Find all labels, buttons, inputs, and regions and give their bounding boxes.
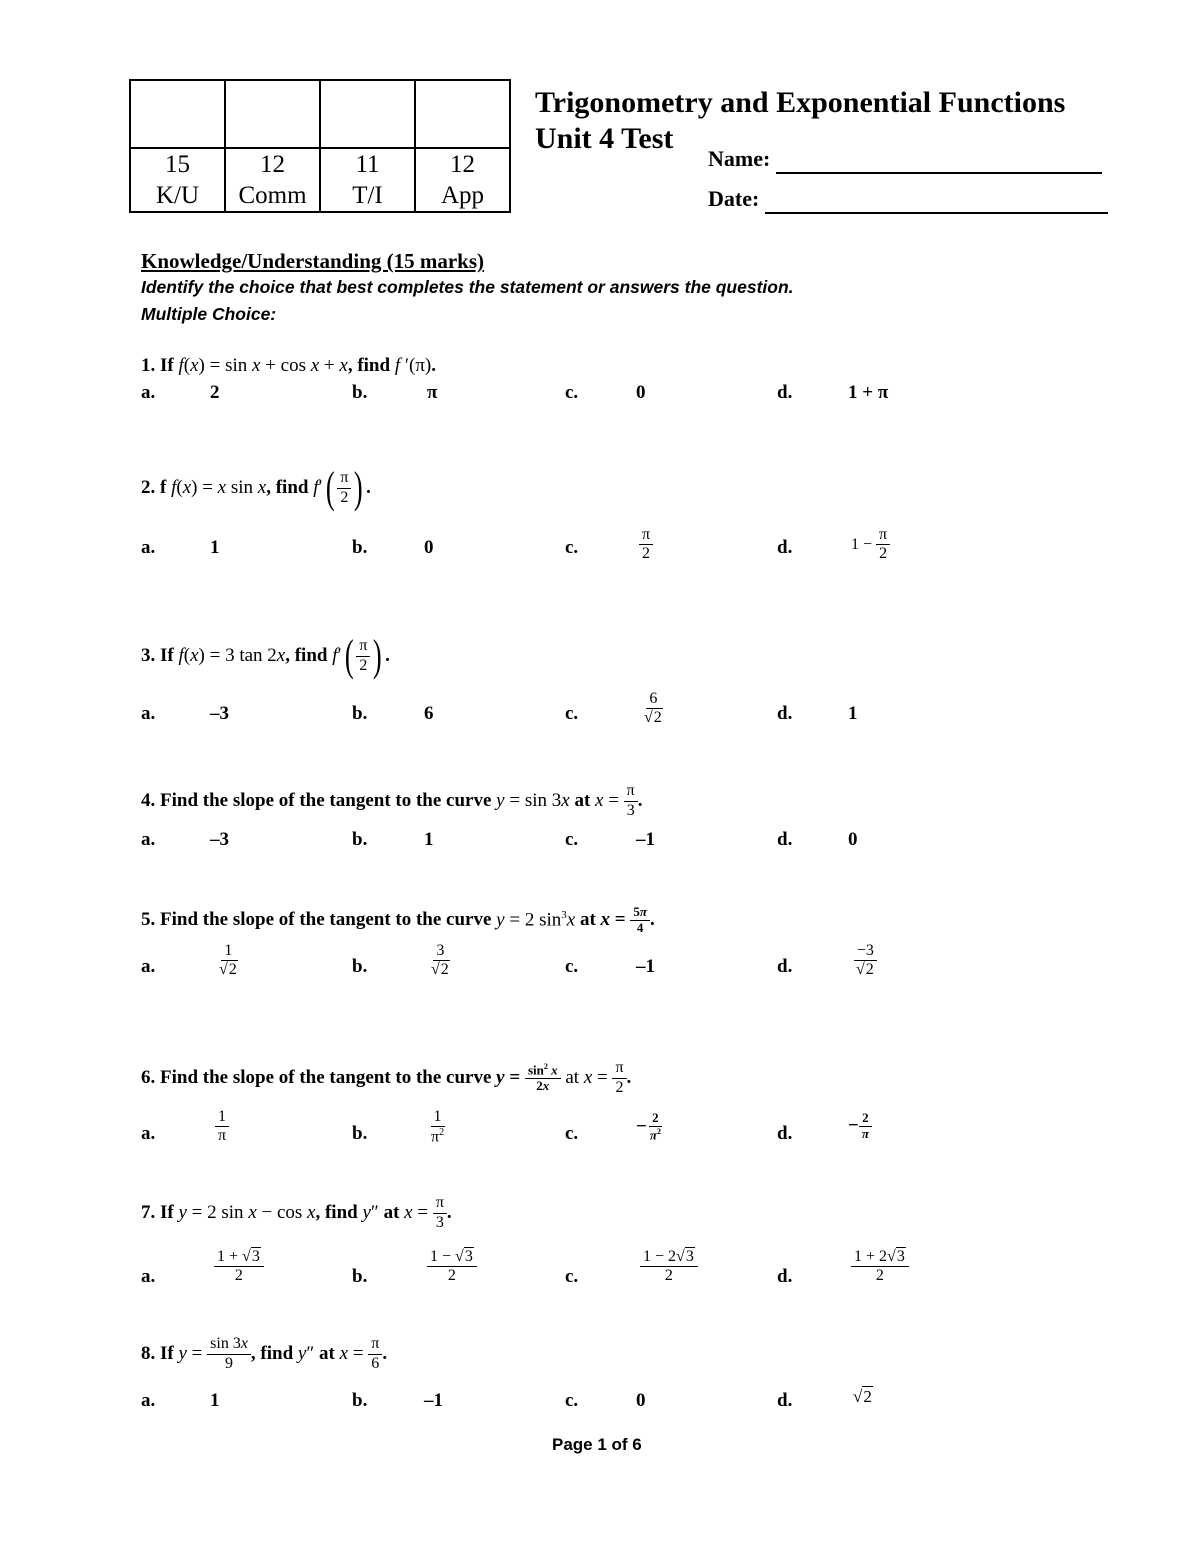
q4-option-c[interactable]: –1	[636, 829, 655, 850]
option-letter-d[interactable]: d.	[777, 956, 793, 977]
option-letter-a[interactable]: a.	[141, 1266, 156, 1287]
option-letter-d[interactable]: d.	[777, 1390, 793, 1411]
q7-option-b[interactable]: $\frac{1 - √3}{2}$	[427, 1248, 477, 1286]
option-letter-b[interactable]: b.	[352, 382, 368, 403]
option-letter-a[interactable]: a.	[141, 956, 156, 977]
score-cell-comm[interactable]	[225, 80, 320, 148]
question-1: 1. If f(x) = sin x + cos x + x, find f ′(π).	[141, 355, 437, 376]
q2-option-d[interactable]: 1 − $\frac{\pi}{2}$	[851, 526, 890, 564]
q6-option-c[interactable]: − $\frac{2}{\pi^2}$	[636, 1110, 661, 1143]
score-table	[129, 79, 511, 213]
q8-option-d[interactable]: √2	[853, 1387, 872, 1406]
q3-option-a[interactable]: –3	[210, 703, 229, 724]
score-label-app: 12 App	[415, 148, 510, 212]
q5-option-d[interactable]: $\frac{-3}{√2}$	[853, 942, 878, 980]
option-letter-d[interactable]: d.	[777, 1123, 793, 1144]
score-cell-ti[interactable]	[320, 80, 415, 148]
q4-option-d[interactable]: 0	[848, 829, 858, 850]
name-label: Name:	[708, 146, 771, 171]
option-letter-c[interactable]: c.	[565, 956, 579, 977]
option-letter-d[interactable]: d.	[777, 829, 793, 850]
test-title: Trigonometry and Exponential Functions	[535, 86, 1066, 119]
q4-option-b[interactable]: 1	[424, 829, 434, 850]
name-input-line[interactable]	[776, 146, 1102, 174]
option-letter-c[interactable]: c.	[565, 829, 579, 850]
option-letter-b[interactable]: b.	[352, 829, 368, 850]
option-letter-a[interactable]: a.	[141, 1390, 156, 1411]
date-label: Date:	[708, 186, 760, 211]
q2-option-c[interactable]: $\frac{\pi}{2}$	[639, 526, 653, 564]
question-7: 7. If y = 2 sin x − cos x , find y″ at x = $\frac{\pi}{3}$ .	[141, 1194, 452, 1231]
question-8: 8. If y = $\frac{\sin 3x}{9}$ , find y″ at x = $\frac{\pi}{6}$ .	[141, 1335, 388, 1372]
page-number: Page 1 of 6	[552, 1435, 642, 1454]
q3-option-d[interactable]: 1	[848, 703, 858, 724]
q1-option-d[interactable]: 1 + π	[848, 382, 889, 403]
q6-option-a[interactable]: $\frac{1}{\pi}$	[215, 1108, 229, 1146]
option-letter-d[interactable]: d.	[777, 537, 793, 558]
q5-option-b[interactable]: $\frac{3}{√2}$	[431, 942, 449, 979]
q3-option-b[interactable]: 6	[424, 703, 434, 724]
q4-option-a[interactable]: –3	[210, 829, 229, 850]
q6-option-b[interactable]: $\frac{1}{\pi^2}$	[431, 1108, 445, 1146]
q5-option-a[interactable]: $\frac{1}{√2}$	[219, 942, 237, 979]
question-6: 6. Find the slope of the tangent to the curve y = $\frac{\sin^2 x}{2x}$ at x = $\frac{\pi}{2}$ .	[141, 1059, 632, 1096]
option-letter-c[interactable]: c.	[565, 1390, 579, 1411]
option-letter-c[interactable]: c.	[565, 1123, 579, 1144]
score-cell-app[interactable]	[415, 80, 510, 148]
option-letter-c[interactable]: c.	[565, 382, 579, 403]
option-letter-c[interactable]: c.	[565, 1266, 579, 1287]
question-4: 4. Find the slope of the tangent to the curve y = sin 3x at x = $\frac{\pi}{3}$ .	[141, 782, 643, 819]
option-letter-c[interactable]: c.	[565, 537, 579, 558]
option-letter-b[interactable]: b.	[352, 1266, 368, 1287]
q8-option-c[interactable]: 0	[636, 1390, 646, 1411]
option-letter-a[interactable]: a.	[141, 382, 156, 403]
option-letter-c[interactable]: c.	[565, 703, 579, 724]
option-letter-b[interactable]: b.	[352, 703, 368, 724]
q7-option-a[interactable]: $\frac{1 + √3}{2}$	[214, 1248, 264, 1286]
q6-option-d[interactable]: − $\frac{2}{\pi}$	[848, 1111, 872, 1142]
score-label-ku: 15 K/U	[130, 148, 225, 212]
option-letter-a[interactable]: a.	[141, 703, 156, 724]
question-2: 2. f f(x) = x sin x , find f ′ ( $\frac{\pi}{2}$ ) .	[141, 463, 371, 512]
score-label-comm: 12 Comm	[225, 148, 320, 212]
option-letter-b[interactable]: b.	[352, 537, 368, 558]
q1-option-c[interactable]: 0	[636, 382, 646, 403]
section-subheading: Multiple Choice:	[141, 304, 277, 324]
option-letter-b[interactable]: b.	[352, 1123, 368, 1144]
section-heading: Knowledge/Understanding (15 marks)	[141, 249, 485, 273]
question-3: 3. If f(x) = 3 tan 2x , find f ′ ( $\frac{\pi}{2}$ ) .	[141, 631, 390, 680]
score-label-ti: 11 T/I	[320, 148, 415, 212]
q8-option-b[interactable]: –1	[424, 1390, 443, 1411]
q7-option-c[interactable]: $\frac{1 - 2√3}{2}$	[640, 1248, 698, 1286]
q2-option-a[interactable]: 1	[210, 537, 220, 558]
option-letter-a[interactable]: a.	[141, 829, 156, 850]
option-letter-d[interactable]: d.	[777, 382, 793, 403]
q1-option-a[interactable]: 2	[210, 382, 220, 403]
q8-option-a[interactable]: 1	[210, 1390, 220, 1411]
date-input-line[interactable]	[765, 186, 1108, 214]
name-field	[708, 146, 1102, 174]
option-letter-d[interactable]: d.	[777, 703, 793, 724]
option-letter-d[interactable]: d.	[777, 1266, 793, 1287]
q3-option-c[interactable]: $\frac{6}{√2}$	[644, 690, 662, 727]
option-letter-b[interactable]: b.	[352, 1390, 368, 1411]
q2-option-b[interactable]: 0	[424, 537, 434, 558]
section-instruction: Identify the choice that best completes the statement or answers the question.	[141, 277, 794, 297]
option-letter-a[interactable]: a.	[141, 537, 156, 558]
q1-option-b[interactable]: π	[427, 382, 438, 403]
option-letter-a[interactable]: a.	[141, 1123, 156, 1144]
date-field	[708, 186, 1108, 214]
option-letter-b[interactable]: b.	[352, 956, 368, 977]
test-subtitle: Unit 4 Test	[535, 122, 674, 155]
q7-option-d[interactable]: $\frac{1 + 2√3}{2}$	[851, 1248, 909, 1286]
score-cell-ku[interactable]	[130, 80, 225, 148]
question-5: 5. Find the slope of the tangent to the curve y = 2 $\sin^3x$ at x = $\frac{5\pi}{4}$ .	[141, 903, 655, 935]
q5-option-c[interactable]: –1	[636, 956, 655, 977]
